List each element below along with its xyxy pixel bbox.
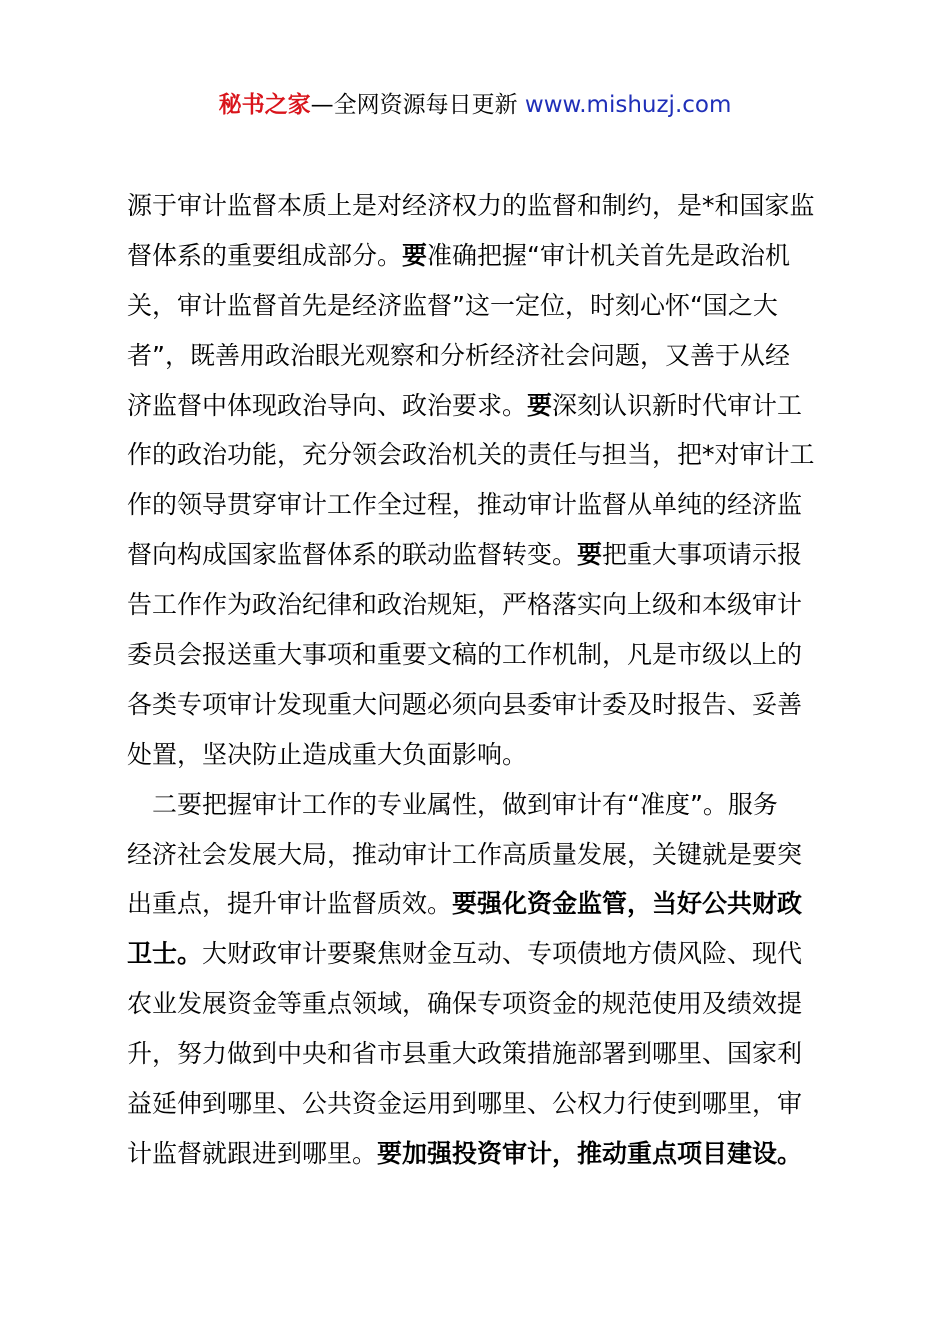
header-tagline: —全网资源每日更新 — [310, 92, 525, 118]
site-url: www.mishuzj.com — [524, 92, 732, 118]
text-line — [127, 530, 833, 580]
page-header — [0, 88, 950, 122]
text-segment: 益延伸到哪里、公共资金运用到哪里、公权力行使到哪里，审 — [127, 1089, 803, 1119]
text-segment: 把重大事项请示报 — [602, 540, 803, 570]
document-body — [127, 181, 833, 1179]
text-line — [127, 630, 833, 680]
bold-text-segment: 要 — [577, 540, 603, 570]
text-line — [127, 830, 833, 880]
text-segment: 各类专项审计发现重大问题必须向县委审计委及时报告、妥善 — [127, 689, 803, 719]
brand-name: 秘书之家 — [218, 92, 311, 118]
text-segment: 农业发展资金等重点领域，确保专项资金的规范使用及绩效提 — [127, 989, 803, 1019]
text-line — [127, 430, 833, 480]
text-segment: 督体系的重要组成部分。 — [127, 240, 403, 270]
text-segment: 经济社会发展大局，推动审计工作高质量发展，关键就是要突 — [127, 839, 803, 869]
text-line — [127, 1129, 833, 1179]
text-segment: 大财政审计要聚焦财金互动、专项债地方债风险、现代 — [202, 939, 803, 969]
text-line — [127, 580, 833, 630]
text-line — [127, 1079, 833, 1129]
text-line — [127, 979, 833, 1029]
bold-text-segment: 要加强投资审计，推动重点项目建设。 — [377, 1138, 803, 1168]
bold-text-segment: 要 — [527, 390, 553, 420]
text-segment: 告工作作为政治纪律和政治规矩，严格落实向上级和本级审计 — [127, 590, 803, 620]
text-segment: 深刻认识新时代审计工 — [552, 390, 803, 420]
text-line — [127, 281, 833, 331]
text-line — [127, 331, 833, 381]
text-segment: 出重点，提升审计监督质效。 — [127, 889, 453, 919]
text-segment: 关，审计监督首先是经济监督”这一定位，时刻心怀“国之大 — [127, 290, 778, 320]
text-segment: 准确把握“审计机关首先是政治机 — [427, 240, 790, 270]
text-segment: 二要把握审计工作的专业属性，做到审计有“准度”。服务 — [127, 789, 778, 819]
text-line — [127, 879, 833, 929]
bold-text-segment: 卫士。 — [127, 939, 203, 969]
text-segment: 升，努力做到中央和省市县重大政策措施部署到哪里、国家利 — [127, 1039, 803, 1069]
text-line — [127, 181, 833, 231]
bold-text-segment: 要强化资金监管，当好公共财政 — [452, 889, 803, 919]
text-line — [127, 480, 833, 530]
text-segment: 源于审计监督本质上是对经济权力的监督和制约，是*和国家监 — [127, 191, 815, 220]
text-segment: 作的领导贯穿审计工作全过程，推动审计监督从单纯的经济监 — [127, 490, 803, 520]
text-segment: 济监督中体现政治导向、政治要求。 — [127, 390, 528, 420]
text-line — [127, 381, 833, 431]
bold-text-segment: 要 — [402, 240, 428, 270]
text-segment: 计监督就跟进到哪里。 — [127, 1138, 378, 1168]
text-segment: 委员会报送重大事项和重要文稿的工作机制，凡是市级以上的 — [127, 640, 803, 670]
text-line — [127, 929, 833, 979]
text-line — [127, 730, 833, 780]
text-line — [127, 1029, 833, 1079]
text-line — [127, 231, 833, 281]
text-line — [127, 680, 833, 730]
text-line — [127, 780, 833, 830]
text-segment: 者”，既善用政治眼光观察和分析经济社会问题，又善于从经 — [127, 340, 790, 370]
text-segment: 作的政治功能，充分领会政治机关的责任与担当，把*对审计工 — [127, 440, 815, 470]
text-segment: 督向构成国家监督体系的联动监督转变。 — [127, 540, 578, 570]
text-segment: 处置，坚决防止造成重大负面影响。 — [127, 739, 528, 769]
